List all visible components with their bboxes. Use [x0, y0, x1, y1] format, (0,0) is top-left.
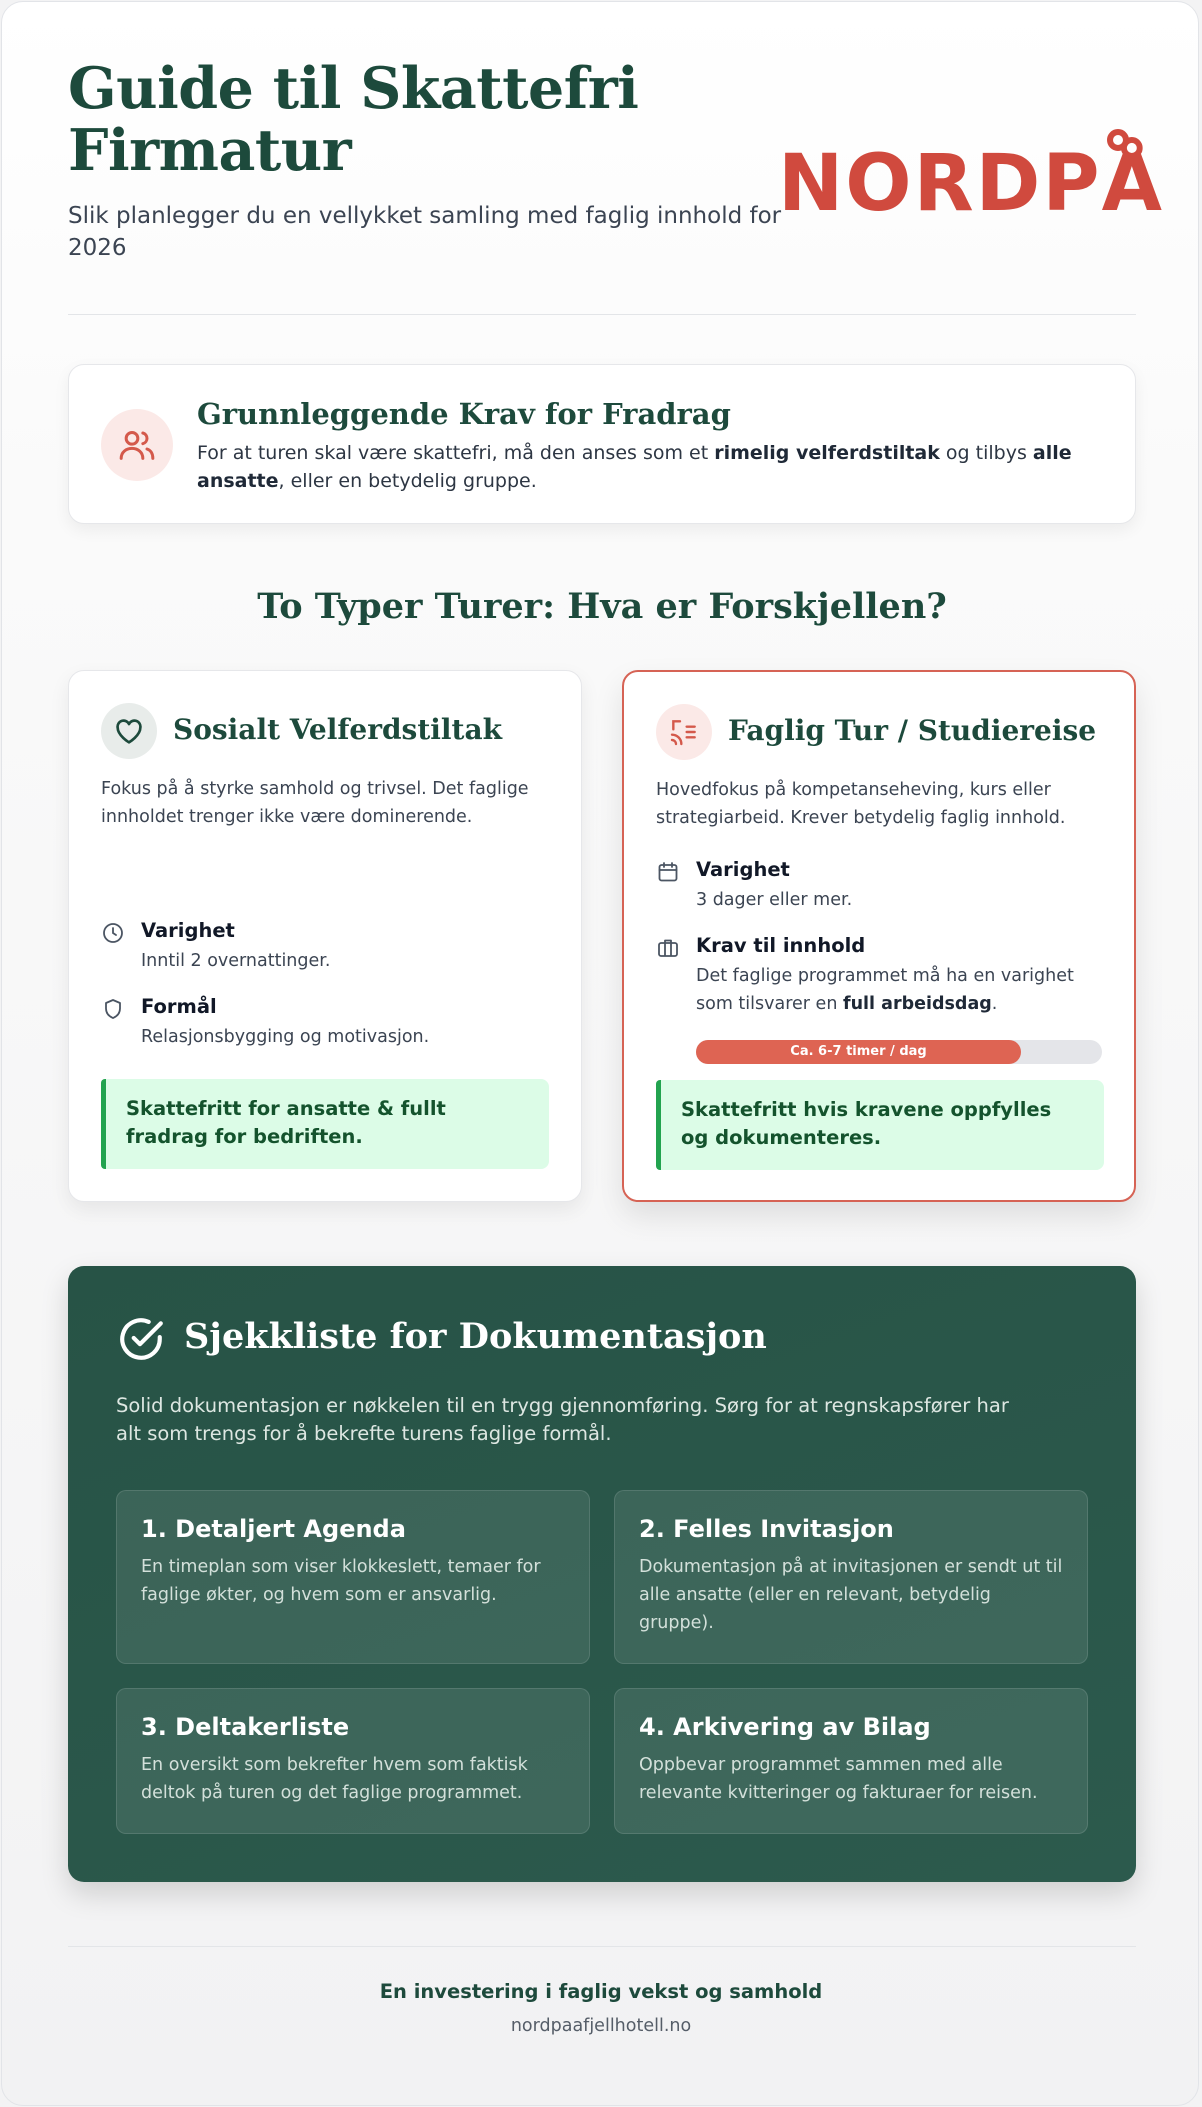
- footer-url: nordpaafjellhotell.no: [510, 2016, 692, 2036]
- comparison-title: To Typer Turer: Hva er Forskjellen?: [257, 586, 947, 627]
- feature-text: Det faglige programmet må ha en varighet som tilsvarer en full arbeidsdag.: [696, 966, 1074, 1014]
- professional-trip-card: [622, 670, 1136, 1202]
- heart-icon: [101, 703, 157, 759]
- requirements-card: [68, 364, 1136, 524]
- infographic-page: [1, 1, 1199, 2106]
- users-icon: [101, 409, 173, 481]
- page-title: Guide til Skattefri Firmatur: [68, 55, 639, 184]
- professional-card-description: Hovedfokus på kompetanseheving, kurs eller strategiarbeid. Krever betydelig faglig innhold.: [656, 780, 1066, 828]
- requirements-title: Grunnleggende Krav for Fradrag: [197, 397, 731, 431]
- footer-divider: [68, 1946, 1136, 1947]
- footer-tagline: En investering i faglig vekst og samhold: [379, 1980, 823, 2003]
- checklist-item: [614, 1490, 1088, 1664]
- checklist-item-text: En timeplan som viser klokkeslett, temaer for faglige økter, og hvem som er ansvarlig.: [141, 1557, 541, 1605]
- briefcase-icon: [656, 936, 680, 960]
- checklist-item-title: 3. Deltakerliste: [141, 1713, 350, 1741]
- hours-progress-bar: [696, 1040, 1102, 1064]
- social-trip-card: [68, 670, 582, 1202]
- feature-title: Formål: [141, 995, 217, 1018]
- checklist-item-text: Oppbevar programmet sammen med alle relevante kvitteringer og fakturaer for reisen.: [639, 1755, 1038, 1803]
- presentation-icon: [656, 704, 712, 760]
- social-card-description: Fokus på å styrke samhold og trivsel. Det faglige innholdet trenger ikke være dominerende.: [101, 779, 529, 827]
- hours-progress-label: Ca. 6-7 timer / dag: [790, 1044, 927, 1059]
- shield-icon: [101, 997, 125, 1021]
- feature-title: Krav til innhold: [696, 934, 866, 957]
- social-result-box: Skattefritt for ansatte & fullt fradrag for bedriften.: [101, 1079, 549, 1169]
- feature-text: Inntil 2 overnattinger.: [141, 951, 331, 971]
- checklist-item-text: Dokumentasjon på at invitasjonen er sendt ut til alle ansatte (eller en relevant, betydelig gruppe).: [639, 1557, 1063, 1633]
- checklist-item-title: 2. Felles Invitasjon: [639, 1515, 894, 1543]
- header-divider: [68, 314, 1136, 315]
- feature-title: Varighet: [141, 919, 235, 942]
- feature-text: Relasjonsbygging og motivasjon.: [141, 1027, 430, 1047]
- nordpa-logo: [778, 128, 1164, 229]
- social-card-title: Sosialt Velferdstiltak: [173, 713, 502, 746]
- header: [68, 55, 1164, 314]
- page-subtitle: Slik planlegger du en vellykket samling med faglig innhold for 2026: [68, 203, 782, 261]
- checklist-item-text: En oversikt som bekrefter hvem som faktisk deltok på turen og det faglige programmet.: [141, 1755, 528, 1803]
- checklist-item: [116, 1688, 590, 1834]
- feature-text: 3 dager eller mer.: [696, 890, 853, 910]
- check-circle-icon: [116, 1314, 166, 1364]
- calendar-icon: [656, 860, 680, 884]
- checklist-item: [116, 1490, 590, 1664]
- svg-text:NORDPÅ: NORDPÅ: [778, 139, 1164, 229]
- professional-result-box: Skattefritt hvis kravene oppfylles og dokumenteres.: [656, 1080, 1104, 1170]
- professional-card-title: Faglig Tur / Studiereise: [728, 714, 1097, 747]
- requirements-text: For at turen skal være skattefri, må den anses som et rimelig velferdstiltak og tilbys alle ansatte, eller en betydelig gruppe.: [197, 442, 1072, 492]
- checklist-item-title: 1. Detaljert Agenda: [141, 1515, 406, 1543]
- feature-title: Varighet: [696, 858, 790, 881]
- checklist-title: Sjekkliste for Dokumentasjon: [184, 1316, 767, 1357]
- documentation-checklist: [68, 1266, 1136, 1882]
- checklist-item-title: 4. Arkivering av Bilag: [639, 1713, 931, 1741]
- checklist-item: [614, 1688, 1088, 1834]
- checklist-intro: Solid dokumentasjon er nøkkelen til en trygg gjennomføring. Sørg for at regnskapsfører har alt som trengs for å bekrefte turens faglige formål.: [116, 1394, 1009, 1445]
- clock-icon: [101, 921, 125, 945]
